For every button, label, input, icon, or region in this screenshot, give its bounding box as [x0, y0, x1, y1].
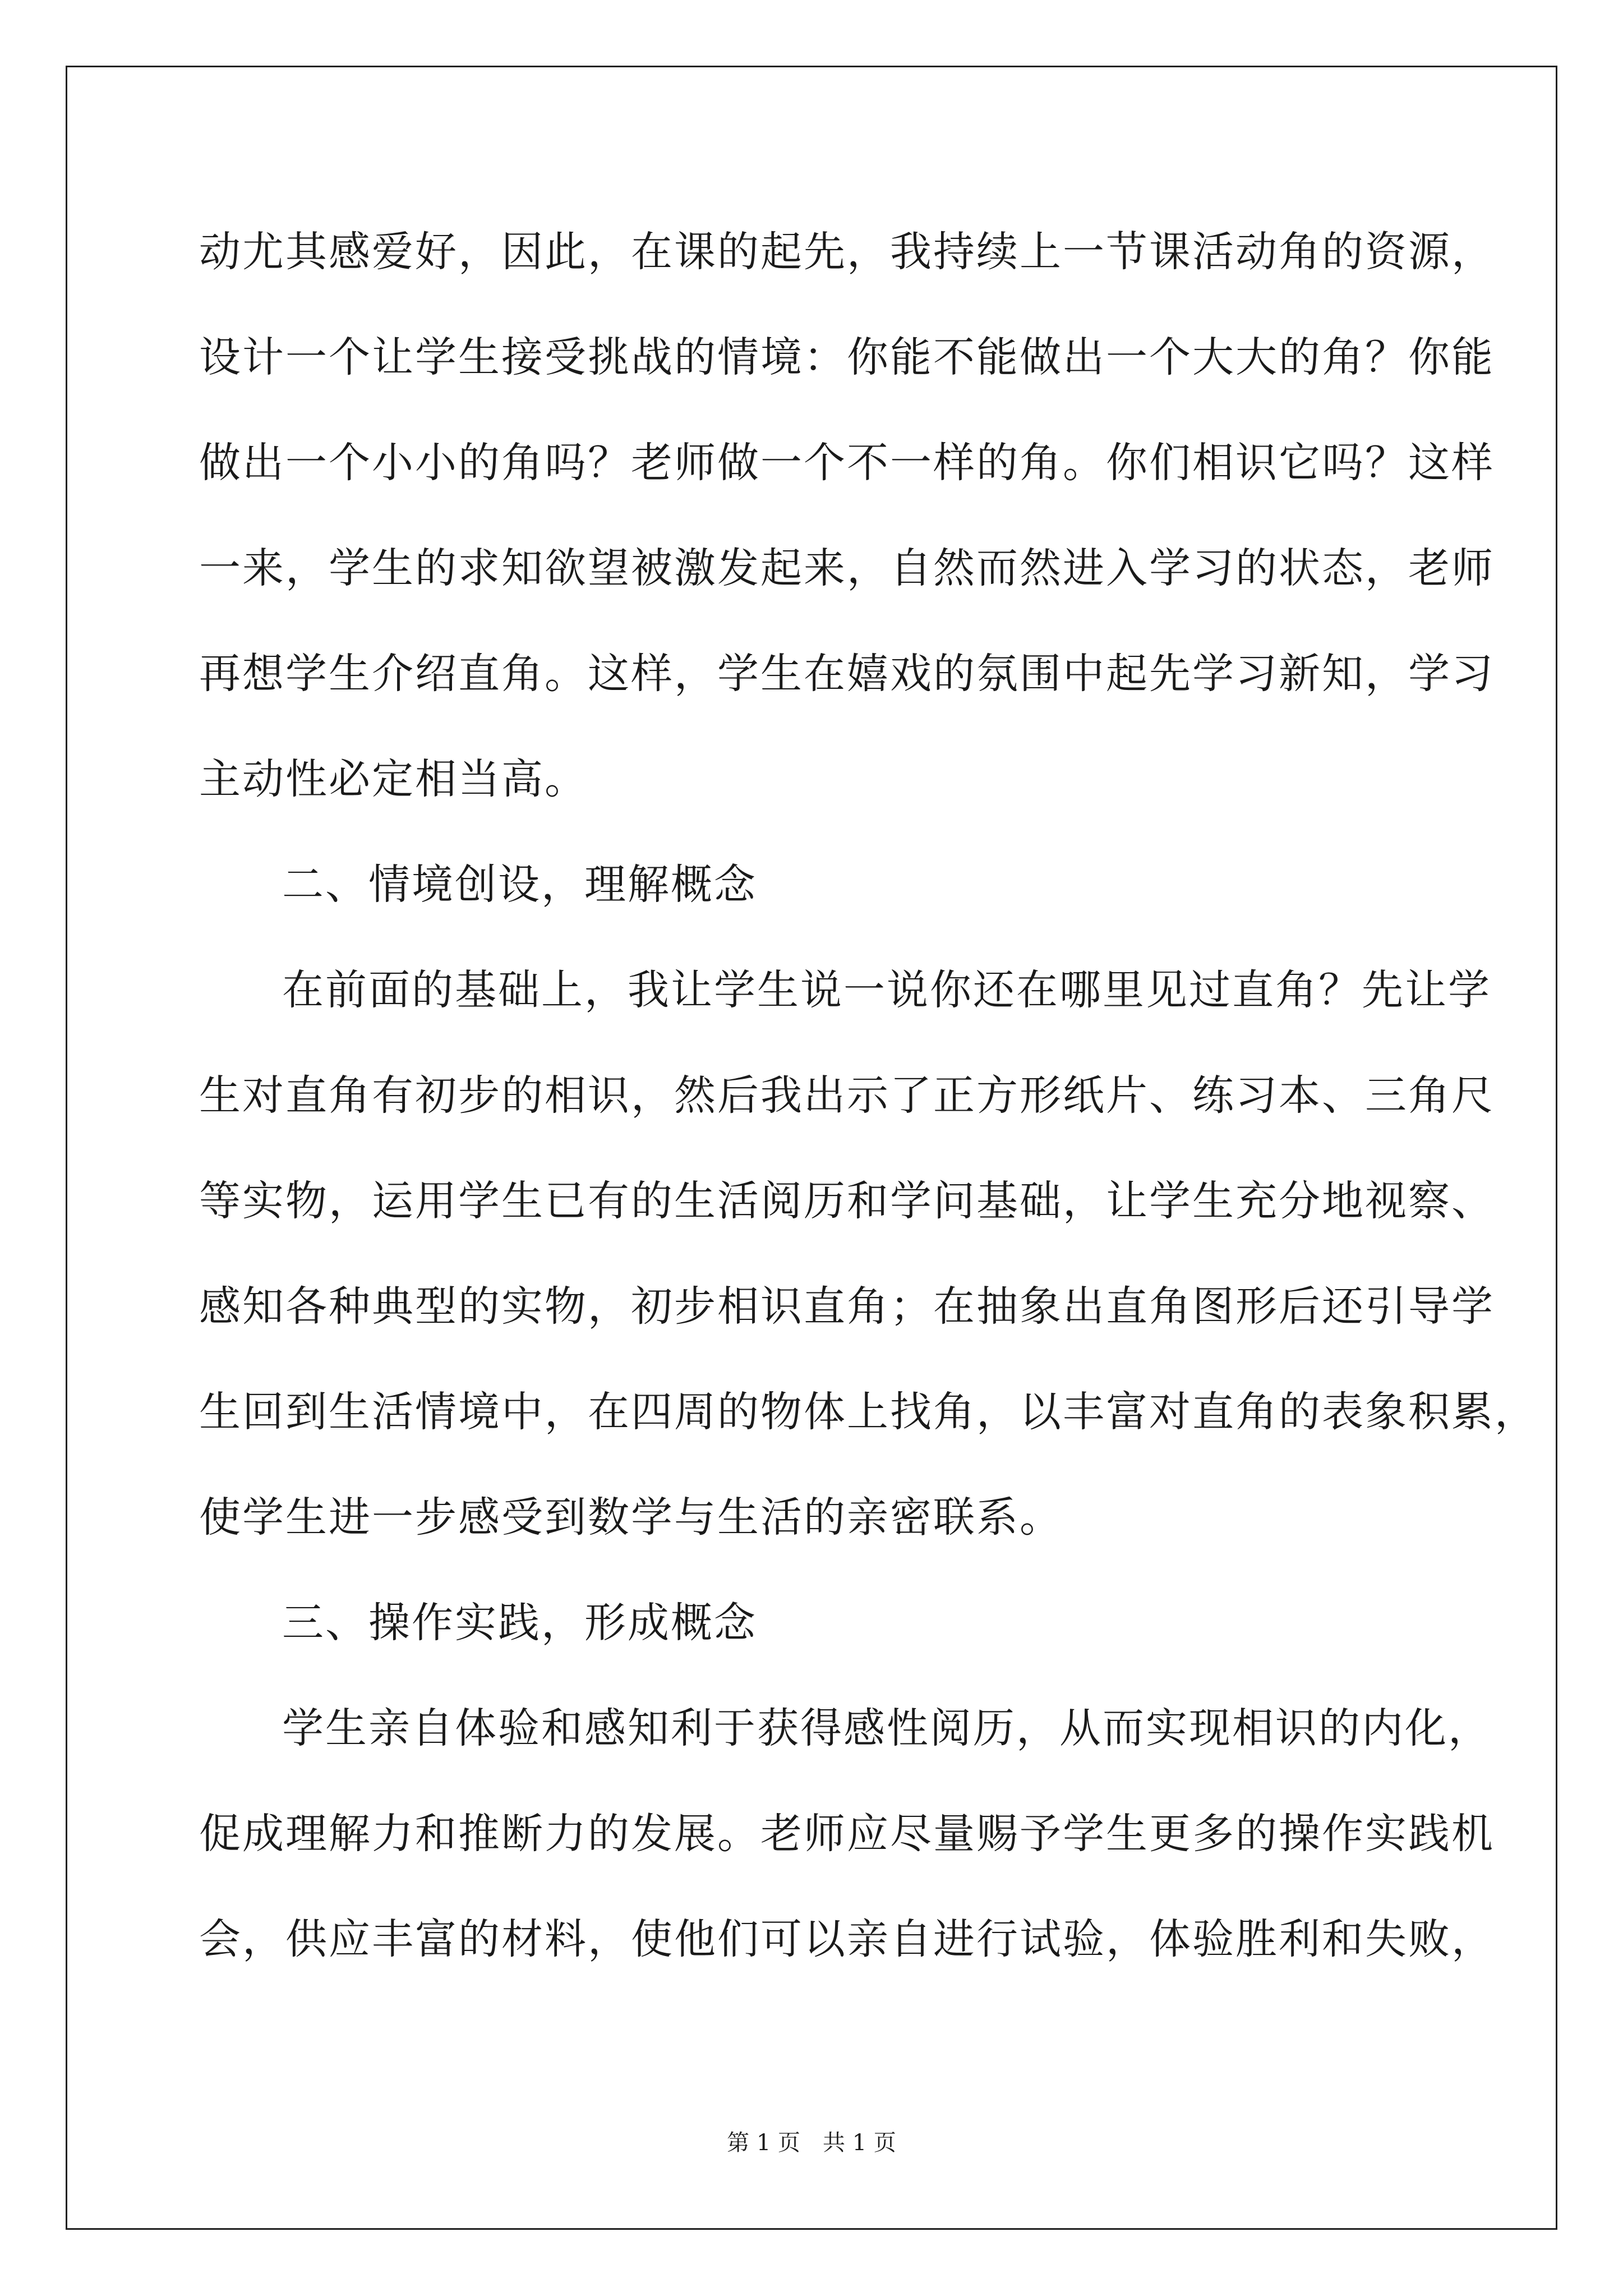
text-line: 再想学生介绍直角。这样，学生在嬉戏的氛围中起先学习新知，学习: [199, 650, 1495, 698]
document-body: [199, 199, 1538, 1992]
text-line: 等实物，运用学生已有的生活阅历和学问基础，让学生充分地视察、: [199, 1177, 1495, 1225]
text-line: 一来，学生的求知欲望被激发起来，自然而然进入学习的状态，老师: [199, 544, 1495, 592]
paragraph-start: 学生亲自体验和感知利于获得感性阅历，从而实现相识的内化，: [282, 1704, 1491, 1752]
text-line: 动尤其感爱好，因此，在课的起先，我持续上一节课活动角的资源，: [199, 228, 1495, 276]
page-number: 第 1 页 共 1 页: [727, 2130, 896, 2156]
section-heading: 三、操作实践，形成概念: [282, 1599, 757, 1647]
text-line: 做出一个小小的角吗？老师做一个不一样的角。你们相识它吗？这样: [199, 439, 1495, 487]
text-line: 感知各种典型的实物，初步相识直角；在抽象出直角图形后还引导学: [199, 1282, 1495, 1331]
paragraph-start: 在前面的基础上，我让学生说一说你还在哪里见过直角？先让学: [282, 966, 1491, 1014]
text-line: 设计一个让学生接受挑战的情境：你能不能做出一个大大的角？你能: [199, 333, 1495, 381]
text-line: 生对直角有初步的相识，然后我出示了正方形纸片、练习本、三角尺: [199, 1071, 1495, 1120]
text-line: 促成理解力和推断力的发展。老师应尽量赐予学生更多的操作实践机: [199, 1810, 1495, 1858]
text-line: 会，供应丰富的材料，使他们可以亲自进行试验，体验胜利和失败，: [199, 1915, 1495, 1963]
text-line: 生回到生活情境中，在四周的物体上找角，以丰富对直角的表象积累，: [199, 1388, 1538, 1436]
text-line: 使学生进一步感受到数学与生活的亲密联系。: [199, 1493, 1063, 1542]
section-heading: 二、情境创设，理解概念: [282, 861, 757, 909]
text-line: 主动性必定相当高。: [199, 755, 588, 803]
